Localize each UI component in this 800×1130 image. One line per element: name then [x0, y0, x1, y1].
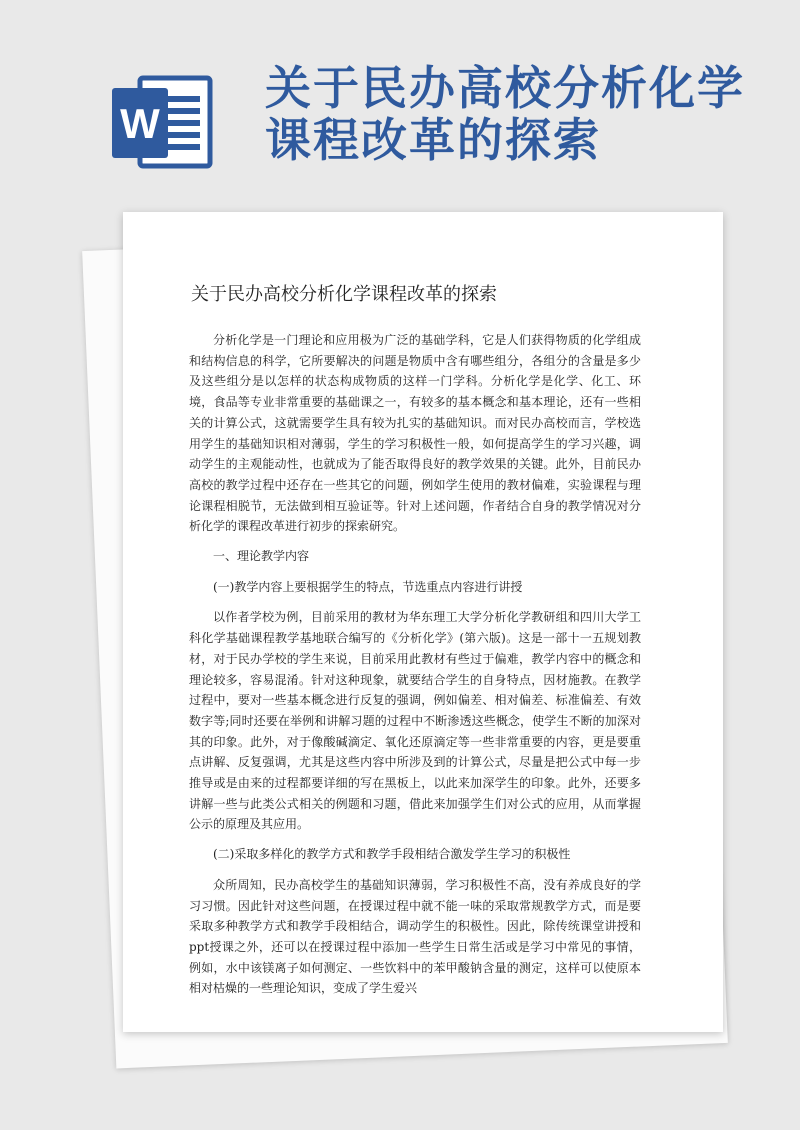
subsection-heading-1: (一)教学内容上要根据学生的特点，节选重点内容进行讲授 [213, 579, 523, 594]
paragraph-teaching-methods: 众所周知，民办高校学生的基础知识薄弱，学习积极性不高，没有养成良好的学习习惯。因此针对这些问题，在授课过程中就不能一味的采取常规教学方式，而是要采取多种教学方式和教学手段相结合，调动学生的积极性。因此，除传统课堂讲授和ppt授课之外，还可以在授课过程中添加一些学生日常生活或是学习中常见的事情，例如，水中该镁离子如何测定、一些饮料中的苯甲酸钠含量的测定，这样可以使原本相对枯燥的一些理论知识，变成了学生爱兴 [189, 877, 641, 996]
document-page [123, 212, 723, 1032]
word-icon-letter: W [120, 100, 160, 147]
word-document-icon [110, 70, 214, 174]
subsection-heading-2: (二)采取多样化的教学方式和教学手段相结合激发学生学习的积极性 [213, 847, 571, 862]
document-title: 关于民办高校分析化学课程改革的探索 [191, 284, 497, 305]
paragraph-intro: 分析化学是一门理论和应用极为广泛的基础学科，它是人们获得物质的化学组成和结构信息的科学，它所要解决的问题是物质中含有哪些组分，各组分的含量是多少及这些组分是以怎样的状态构成物质的这样一门学科。分析化学是化学、化工、环境，食品等专业非常重要的基础课之一，有较多的基本概念和基本理论，还有一些相关的计算公式，这就需要学生具有较为扎实的基础知识。而对民办高校而言，学校选用学生的基础知识相对薄弱，学生的学习积极性一般，如何提高学生的学习兴趣，调动学生的主观能动性，也就成为了能否取得良好的教学效果的关键。此外，目前民办高校的教学过程中还存在一些其它的问题，例如学生使用的教材偏难，实验课程与理论课程相脱节，无法做到相互验证等。针对上述问题，作者结合自身的教学情况对分析化学的课程改革进行初步的探索研究。 [189, 333, 641, 534]
section-heading-1: 一、理论教学内容 [213, 549, 310, 564]
document-body [189, 330, 641, 1008]
paragraph-textbook: 以作者学校为例，目前采用的教材为华东理工大学分析化学教研组和四川大学工科化学基础课程教学基地联合编写的《分析化学》(第六版)。这是一部十一五规划教材，对于民办学校的学生来说，目前采用此教材有些过于偏难，教学内容中的概念和理论较多，容易混淆。针对这种现象，就要结合学生的自身特点，因材施教。在教学过程中，要对一些基本概念进行反复的强调，例如偏差、相对偏差、标准偏差、有效数字等;同时还要在举例和讲解习题的过程中不断渗透这些概念，使学生不断的加深对其的印象。此外，对于像酸碱滴定、氧化还原滴定等一些非常重要的内容，更是要重点讲解、反复强调，尤其是这些内容中所涉及到的计算公式，尽量是把公式中每一步推导或是由来的过程都要详细的写在黑板上，以此来加深学生的印象。此外，还要多讲解一些与此类公式相关的例题和习题，借此来加强学生们对公式的应用，从而掌握公示的原理及其应用。 [189, 610, 641, 832]
page-title: 关于民办高校分析化学课程改革的探索 [265, 61, 745, 167]
